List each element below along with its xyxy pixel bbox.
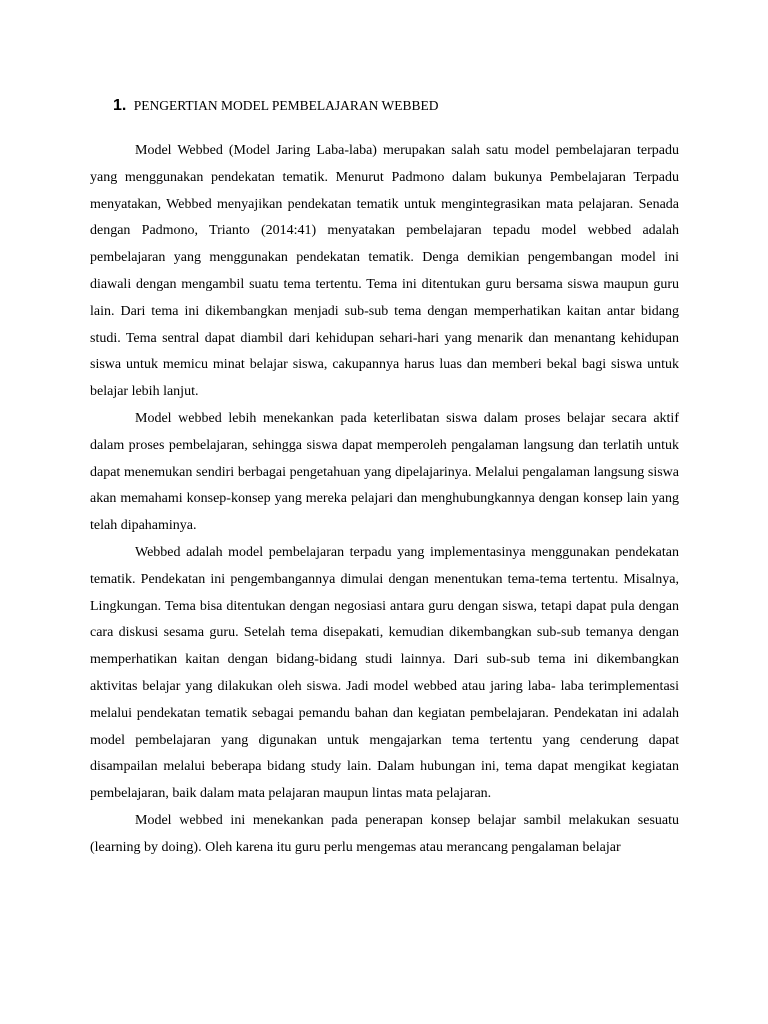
paragraph-3: Webbed adalah model pembelajaran terpadu yang implementasinya menggunakan pendekatan tematik. Pendekatan ini pengembangannya dimulai dengan menentukan tema-tema tertentu. Misalnya, Lingkungan. Tema bisa ditentukan dengan negosiasi antara guru dengan siswa, tetapi dapat pula dengan cara diskusi sesama guru. Setelah tema disepakati, kemudian dikembangkan sub-sub temanya dengan memperhatikan kaitan dengan bidang-bidang studi lainnya. Dari sub-sub tema ini dikembangkan aktivitas belajar yang dilakukan oleh siswa. Jadi model webbed atau jaring laba- laba terimplementasi melalui pendekatan tematik sebagai pemandu bahan dan kegiatan pembelajaran. Pendekatan ini adalah model pembelajaran yang digunakan untuk mengajarkan tema tertentu yang cenderung dapat disampailan melalui beberapa bidang study lain. Dalam hubungan ini, tema dapat mengikat kegiatan pembelajaran, baik dalam mata pelajaran maupun lintas mata pelajaran. bbox=[90, 544, 679, 802]
body-text bbox=[90, 138, 679, 862]
section-title: PENGERTIAN MODEL PEMBELAJARAN WEBBED bbox=[133, 98, 439, 113]
paragraph-2: Model webbed lebih menekankan pada keterlibatan siswa dalam proses belajar secara aktif dalam proses pembelajaran, sehingga siswa dapat memperoleh pengalaman langsung dan terlatih untuk dapat menemukan sendiri berbagai pengetahuan yang dipelajarinya. Melalui pengalaman langsung siswa akan memahami konsep-konsep yang mereka pelajari dan menghubungkannya dengan konsep lain yang telah dipahaminya. bbox=[90, 410, 679, 534]
paragraph-4: Model webbed ini menekankan pada penerapan konsep belajar sambil melakukan sesuatu (learning by doing). Oleh karena itu guru perlu mengemas atau merancang pengalaman belajar bbox=[90, 812, 679, 855]
paragraph-1: Model Webbed (Model Jaring Laba-laba) merupakan salah satu model pembelajaran terpadu yang menggunakan pendekatan tematik. Menurut Padmono dalam bukunya Pembelajaran Terpadu menyatakan, Webbed menyajikan pendekatan tematik untuk mengintegrasikan mata pelajaran. Senada dengan Padmono, Trianto (2014:41) menyatakan pembelajaran tepadu model webbed adalah pembelajaran yang menggunakan pendekatan tematik. Denga demikian pengembangan model ini diawali dengan mengambil suatu tema tertentu. Tema ini ditentukan guru bersama siswa maupun guru lain. Dari tema ini dikembangkan menjadi sub-sub tema dengan memperhatikan kaitan antar bidang studi. Tema sentral dapat diambil dari kehidupan sehari-hari yang menarik dan menantang kehidupan siswa untuk memicu minat belajar siswa, cakupannya harus luas dan memberi bekal bagi siswa untuk belajar lebih lanjut. bbox=[90, 143, 679, 400]
section-number: 1. bbox=[113, 97, 127, 114]
section-heading bbox=[113, 96, 439, 116]
